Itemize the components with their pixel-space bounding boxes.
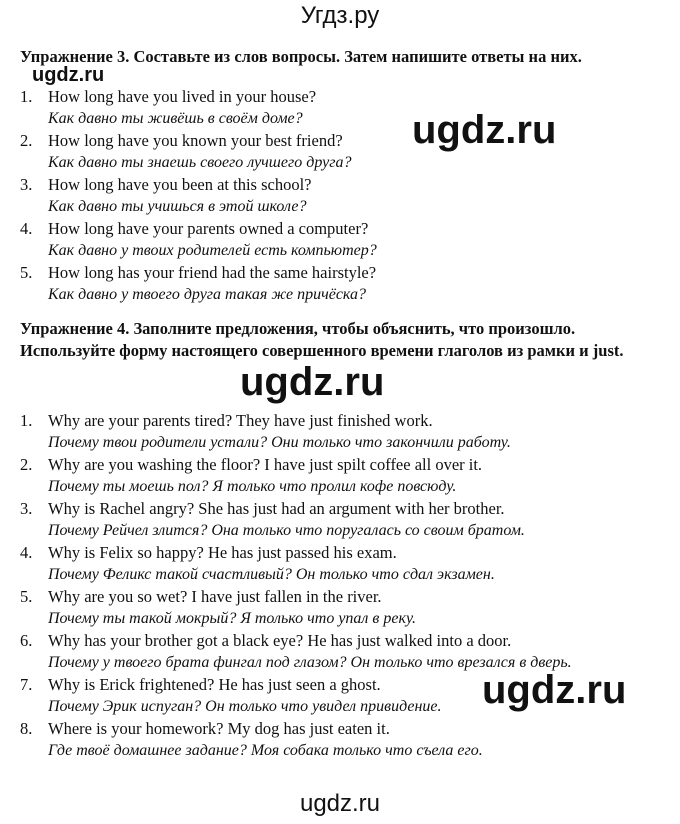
item-number: 4. bbox=[20, 219, 33, 238]
list-item bbox=[20, 586, 670, 630]
english-sentence: How long have your parents owned a computer? bbox=[48, 219, 369, 238]
item-number: 8. bbox=[20, 719, 33, 738]
item-number: 5. bbox=[20, 587, 33, 606]
list-item bbox=[20, 718, 670, 762]
english-sentence: Why has your brother got a black eye? He has just walked into a door. bbox=[48, 631, 512, 650]
english-sentence: Why are your parents tired? They have just finished work. bbox=[48, 411, 433, 430]
russian-translation: Почему Рейчел злится? Она только что поругалась со своим братом. bbox=[48, 522, 525, 539]
english-sentence: How long have you known your best friend? bbox=[48, 131, 343, 150]
watermark: ugdz.ru bbox=[482, 668, 627, 712]
list-item bbox=[20, 454, 670, 498]
russian-translation: Почему ты такой мокрый? Я только что упал в реку. bbox=[48, 610, 417, 627]
item-number: 5. bbox=[20, 263, 33, 282]
item-number: 6. bbox=[20, 631, 33, 650]
item-number: 7. bbox=[20, 675, 33, 694]
russian-translation: Почему ты моешь пол? Я только что пролил кофе повсюду. bbox=[48, 478, 457, 495]
item-number: 2. bbox=[20, 455, 33, 474]
english-sentence: Why are you so wet? I have just fallen in the river. bbox=[48, 587, 382, 606]
exercise-4-heading: Упражнение 4. Заполните предложения, чтобы объяснить, что произошло. Используйте форму настоящего совершенного времени глаголов из рамки и just. bbox=[20, 319, 624, 360]
list-item bbox=[20, 218, 670, 262]
english-sentence: How long has your friend had the same hairstyle? bbox=[48, 263, 377, 282]
russian-translation: Как давно у твоего друга такая же причёска? bbox=[48, 286, 367, 303]
english-sentence: How long have you lived in your house? bbox=[48, 87, 317, 106]
site-title: Угдз.ру bbox=[300, 2, 380, 29]
list-item bbox=[20, 130, 670, 174]
list-item bbox=[20, 410, 670, 454]
english-sentence: Where is your homework? My dog has just eaten it. bbox=[48, 719, 390, 738]
russian-translation: Как давно у твоих родителей есть компьютер? bbox=[48, 242, 377, 259]
item-number: 3. bbox=[20, 499, 33, 518]
item-number: 1. bbox=[20, 87, 33, 106]
russian-translation: Почему твои родители устали? Они только что закончили работу. bbox=[48, 434, 511, 451]
russian-translation: Почему у твоего брата фингал под глазом? Он только что врезался в дверь. bbox=[48, 654, 572, 671]
item-number: 3. bbox=[20, 175, 33, 194]
list-item bbox=[20, 262, 670, 306]
site-footer: ugdz.ru bbox=[299, 790, 381, 817]
english-sentence: Why is Rachel angry? She has just had an argument with her brother. bbox=[48, 499, 505, 518]
list-item bbox=[20, 86, 670, 130]
item-number: 2. bbox=[20, 131, 33, 150]
russian-translation: Почему Эрик испуган? Он только что увидел привидение. bbox=[48, 698, 442, 715]
russian-translation: Как давно ты знаешь своего лучшего друга? bbox=[48, 154, 352, 171]
russian-translation: Как давно ты живёшь в своём доме? bbox=[48, 110, 303, 127]
watermark: ugdz.ru bbox=[240, 360, 385, 404]
exercise-3-heading: Упражнение 3. Составьте из слов вопросы. Затем напишите ответы на них. bbox=[20, 47, 582, 66]
russian-translation: Почему Феликс такой счастливый? Он только что сдал экзамен. bbox=[48, 566, 495, 583]
list-item bbox=[20, 542, 670, 586]
russian-translation: Где твоё домашнее задание? Моя собака только что съела его. bbox=[48, 742, 483, 759]
watermark: ugdz.ru bbox=[32, 64, 105, 86]
english-sentence: Why are you washing the floor? I have just spilt coffee all over it. bbox=[48, 455, 483, 474]
list-item bbox=[20, 174, 670, 218]
english-sentence: Why is Felix so happy? He has just passed his exam. bbox=[48, 543, 397, 562]
exercise-3-list bbox=[20, 86, 670, 306]
russian-translation: Как давно ты учишься в этой школе? bbox=[48, 198, 307, 215]
english-sentence: Why is Erick frightened? He has just seen a ghost. bbox=[48, 675, 381, 694]
item-number: 4. bbox=[20, 543, 33, 562]
watermark: ugdz.ru bbox=[412, 108, 557, 152]
english-sentence: How long have you been at this school? bbox=[48, 175, 312, 194]
item-number: 1. bbox=[20, 411, 33, 430]
list-item bbox=[20, 498, 670, 542]
